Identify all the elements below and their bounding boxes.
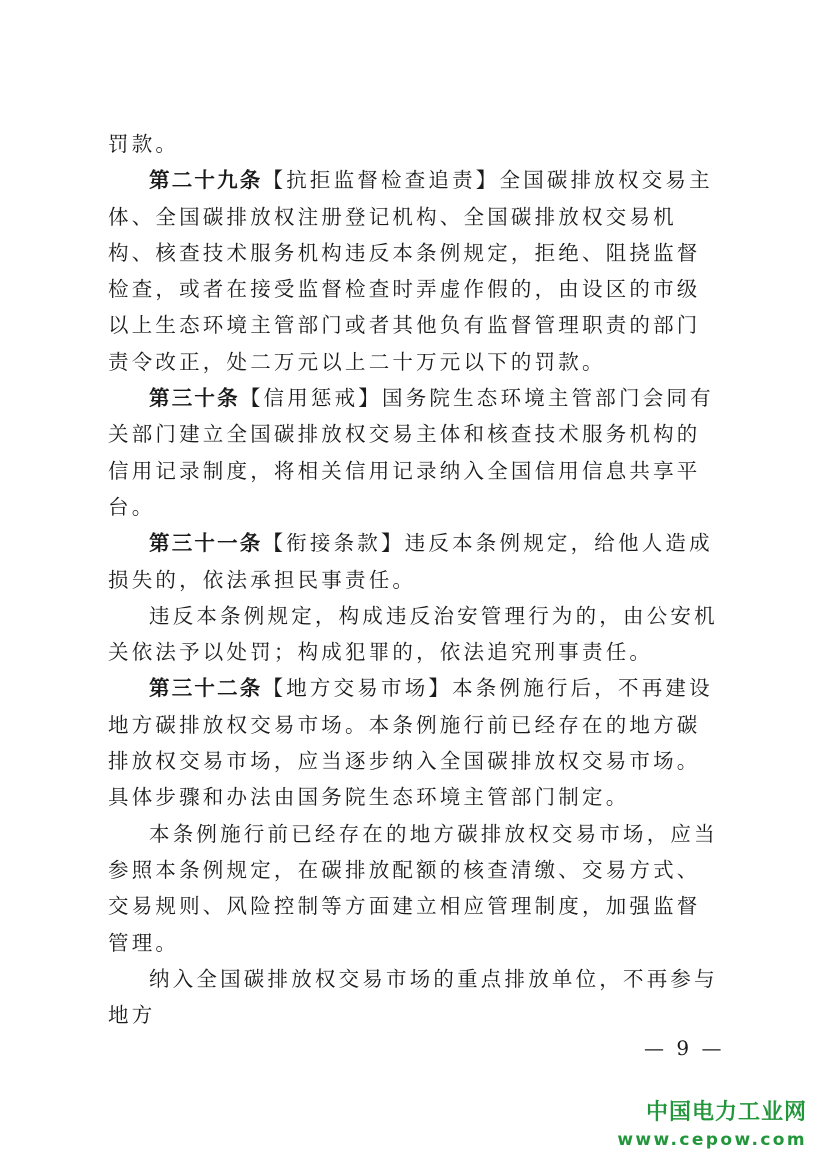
paragraph-text: 【衔接条款】违反本条例规定，给他人造成损失的，依法承担民事责任。 (108, 531, 713, 592)
document-paragraph (108, 961, 720, 1034)
article-heading: 第三十二条 (149, 676, 263, 701)
document-paragraph (108, 126, 720, 162)
document-paragraph (108, 670, 720, 815)
document-body (108, 126, 720, 1033)
watermark-site-url: www.cepow.com (617, 1130, 807, 1150)
paragraph-text: 【信用惩戒】国务院生态环境主管部门会同有关部门建立全国碳排放权交易主体和核查技术服务机构的信用记录制度，将相关信用记录纳入全国信用信息共享平台。 (108, 386, 714, 519)
paragraph-text: 纳入全国碳排放权交易市场的重点排放单位，不再参与地方 (108, 966, 718, 1028)
page-number: — 9 — (644, 1036, 725, 1060)
paragraph-text: 【地方交易市场】本条例施行后，不再建设地方碳排放权交易市场。本条例施行前已经存在的地方碳排放权交易市场，应当逐步纳入全国碳排放权交易市场。具体步骤和办法由国务院生态环境主管部门制定。 (108, 676, 713, 810)
document-paragraph (108, 162, 720, 380)
document-paragraph (108, 380, 720, 525)
document-paragraph (108, 525, 720, 598)
article-heading: 第二十九条 (149, 168, 263, 193)
site-watermark (617, 1098, 807, 1152)
paragraph-text: 违反本条例规定，构成违反治安管理行为的，由公安机关依法予以处罚；构成犯罪的，依法追究刑事责任。 (108, 603, 718, 665)
article-heading: 第三十条 (149, 386, 240, 411)
paragraph-text: 【抗拒监督检查追责】全国碳排放权交易主体、全国碳排放权注册登记机构、全国碳排放权交易机构、核查技术服务机构违反本条例规定，拒绝、阻挠监督检查，或者在接受监督检查时弄虚作假的，由设区的市级以上生态环境主管部门或者其他负有监督管理职责的部门责令改正，处二万元以上二十万元以下的罚款。 (108, 168, 713, 374)
watermark-site-name: 中国电力工业网 (645, 1100, 807, 1125)
document-paragraph (108, 598, 720, 671)
paragraph-text: 本条例施行前已经存在的地方碳排放权交易市场，应当参照本条例规定，在碳排放配额的核查清缴、交易方式、交易规则、风险控制等方面建立相应管理制度，加强监督管理。 (108, 821, 718, 955)
paragraph-text: 罚款。 (108, 132, 180, 156)
document-paragraph (108, 816, 720, 961)
article-heading: 第三十一条 (149, 531, 263, 556)
